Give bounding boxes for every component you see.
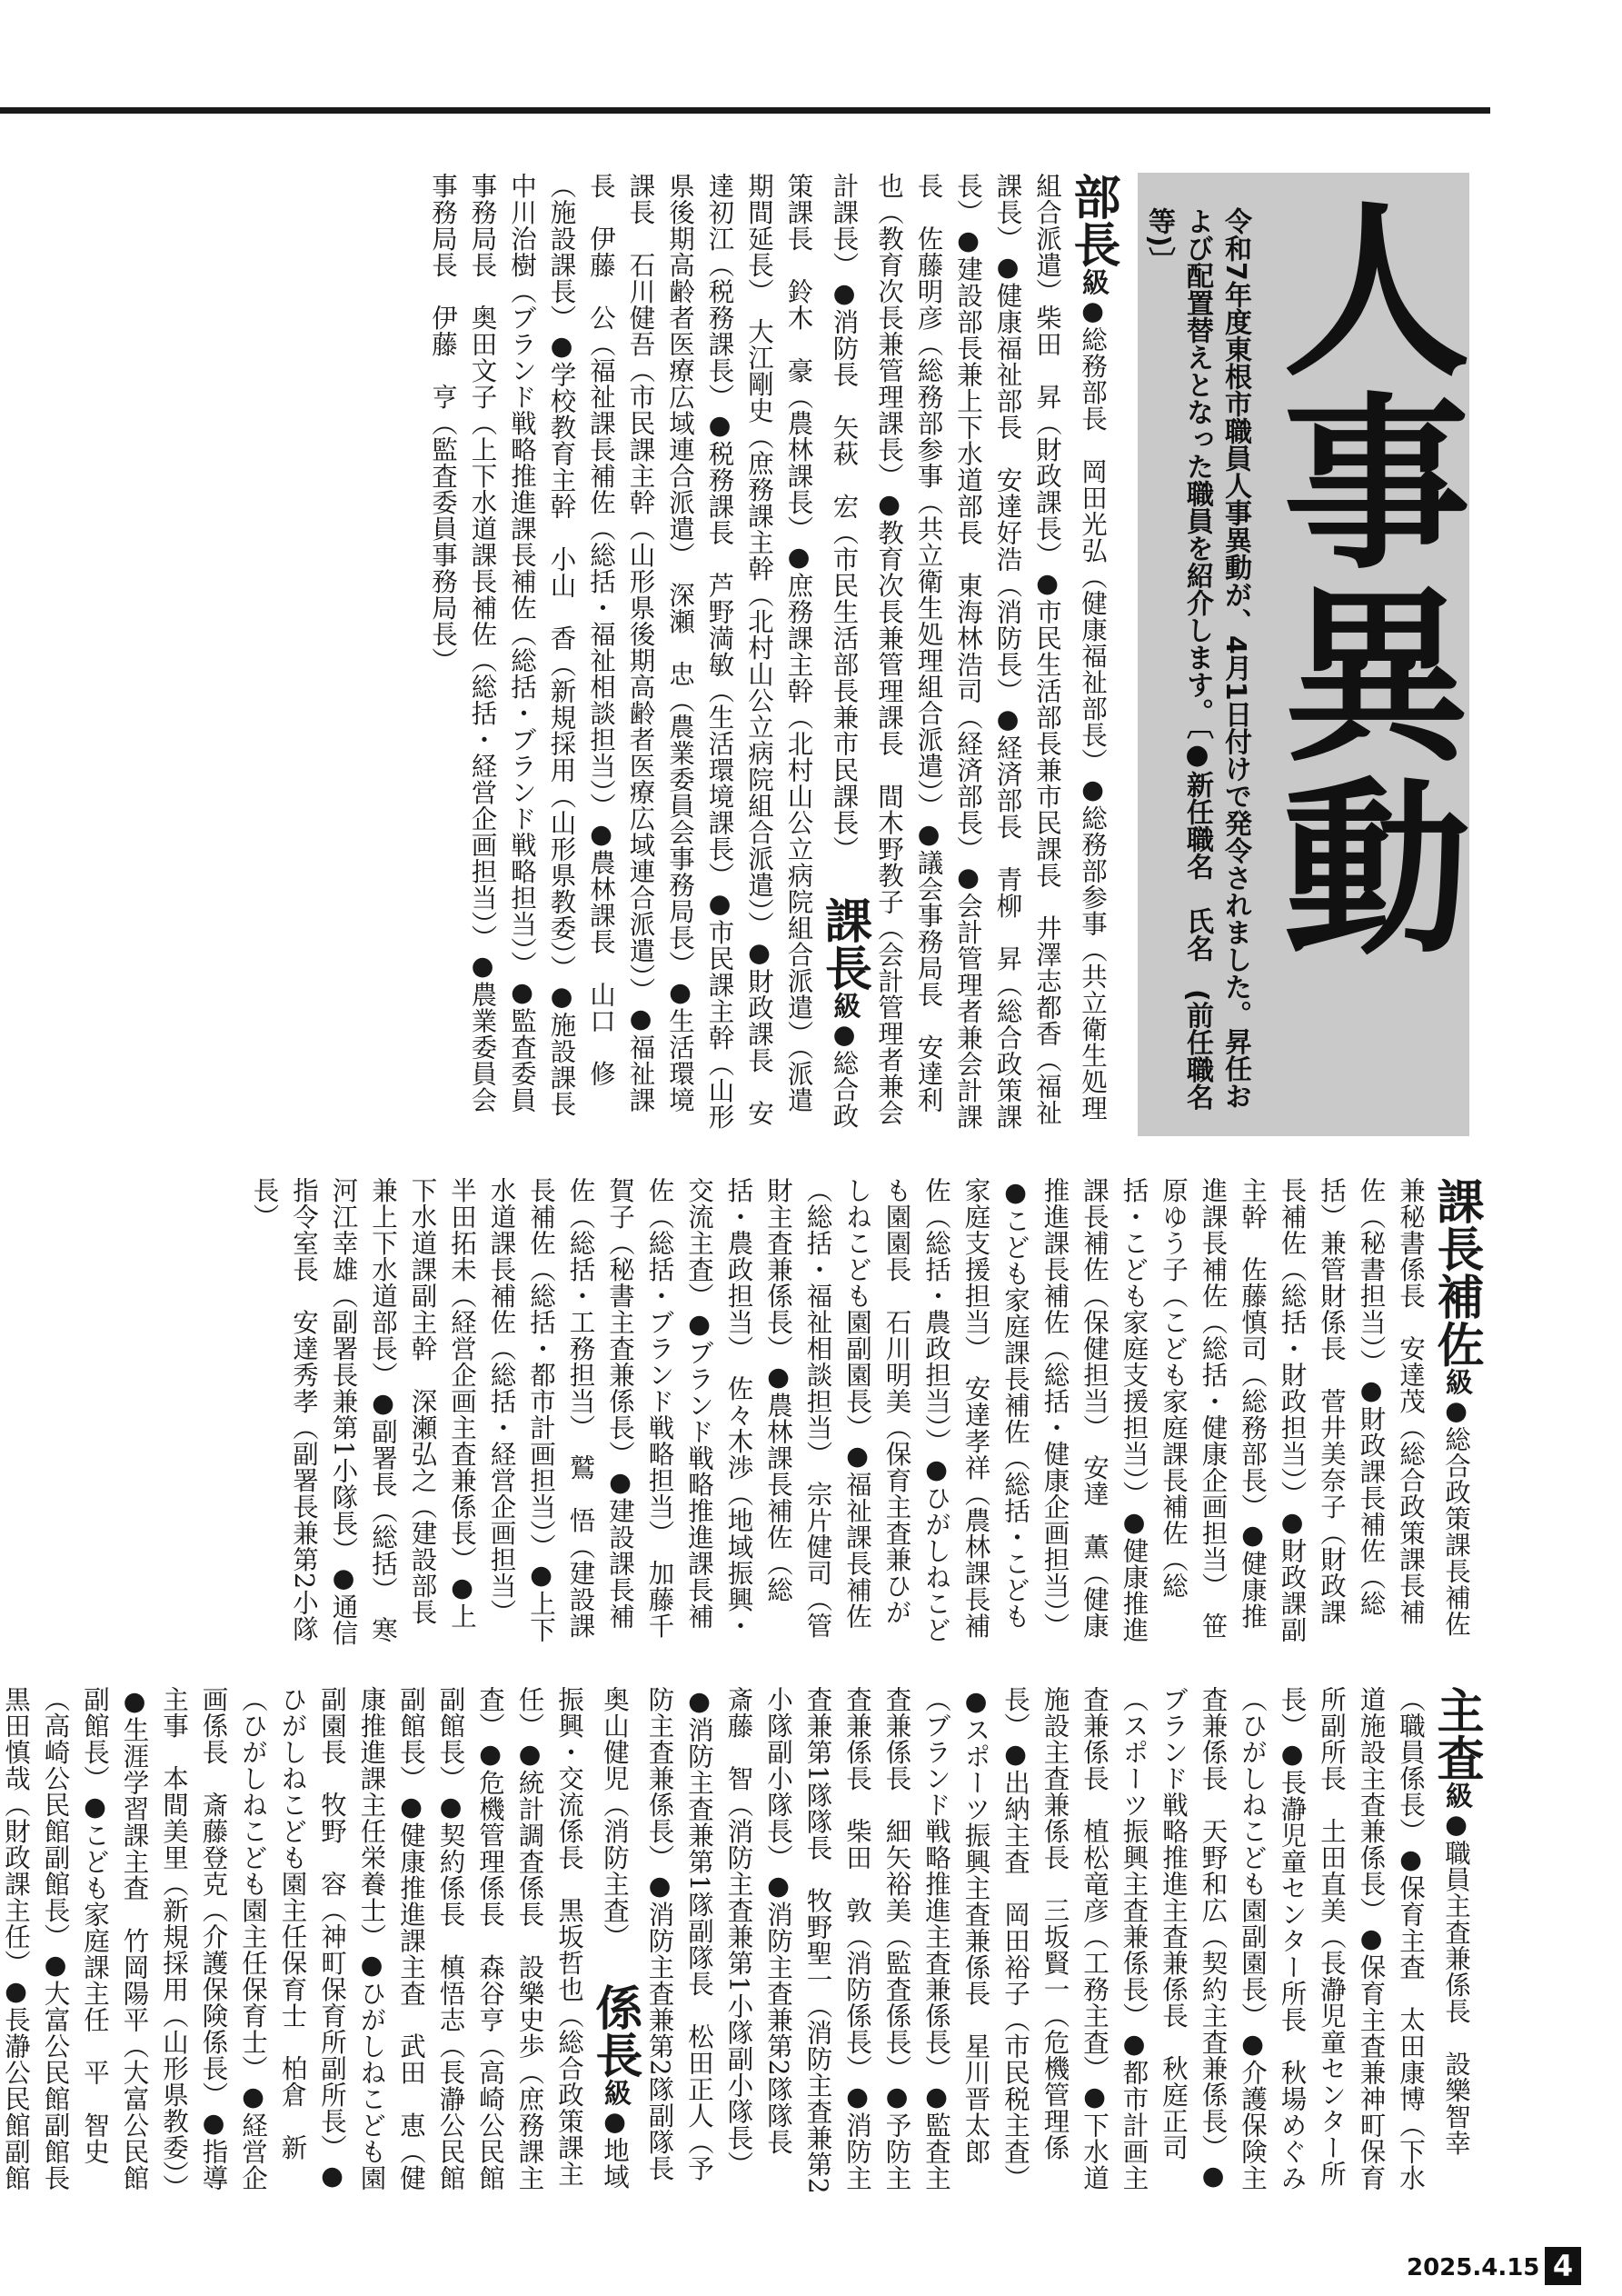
section-kacho <box>428 173 871 1143</box>
section-heading: 主査級 <box>1428 1686 1483 1810</box>
section-kachohosa <box>249 1177 1483 1647</box>
upper-block <box>154 173 1119 1143</box>
lower-block <box>1 1686 1483 2209</box>
middle-block <box>154 1177 1481 1650</box>
section-heading: 課長補佐級 <box>1428 1177 1483 1396</box>
section-body: ●総合政策課長 鈴木 豪（農林課長）●庶務課主幹（北村山公立病院組合派遣）（派遣期間延長） 大江剛史（庶務課主幹（北村山公立病院組合派遣））●財政課長 安達初江（税務課長）●税務課長 芦野満敏（生活環境課長）●市民課主幹（山形県後期高齢者医療広域連合派遣） 深瀬 忠（農業委員会事務局長）●生活環境課長 石川健吾（市民課主幹（山形県後期高齢者医療広域連合派遣））●福祉課長 伊藤 公（福祉課長補佐（総括・福祉相談担当））●農林課長 山口 修（施設課長）●学校教育主幹 小山 香（新規採用（山形県教委））●施設課長 中川治樹（ブランド戦略推進課長補佐（総括・ブランド戦略担当））●監査委員事務局長 奥田文子（上下水道課長補佐（総括・経営企画担当））●農業委員会事務局長 伊藤 亨（監査委員事務局長） <box>428 173 860 1143</box>
lead-text: 令和7年度東根市職員人事異動が、4月1日付けで発令されました。昇任および配置替えとなった職員を紹介します。〔●新任職名 氏名 (前任職名等)〕 <box>1143 207 1251 1111</box>
section-kakaricho <box>0 1686 642 2218</box>
page-title: 人事異動 <box>1251 193 1469 963</box>
section-heading: 部長級 <box>1065 173 1119 296</box>
section-body: ●総務部長 岡田光弘（健康福祉部長）●総務部参事（共立衛生処理組合派遣）柴田 昇（財政課長）●市民生活部長兼市民課長 井澤志都香（福祉課長）●健康福祉部長 安達好浩（消防長）●経済部長 青柳 昇（総合政策課長）●建設部長兼上下水道部長 東海林浩司（経済部長）●会計管理者兼会計課長 佐藤明彦（総務部参事（共立衛生処理組合派遣））●議会事務局長 安達利也（教育次長兼管理課長）●教育次長兼管理課長 間木野教子（会計管理者兼会計課長）●消防長 矢萩 宏（市民生活部長兼市民課長） <box>829 173 1108 1130</box>
section-body: ●総合政策課長補佐兼秘書係長 安達茂（総合政策課長補佐（秘書担当））●財政課長補佐（総括）兼管財係長 菅井美奈子（財政課長補佐（総括・財政担当））●財政課副主幹 佐藤慎司（総務部長）●健康推進課長補佐（総括・健康企画担当） 笹原ゆう子（こども家庭課長補佐（総括・こども家庭支援担当））●健康推進課長補佐（保健担当） 安達 薫（健康推進課長補佐（総括・健康企画担当））●こども家庭課長補佐（総括・こども家庭支援担当） 安達孝祥（農林課長補佐（総括・農政担当））●ひがしねこども園園長 石川明美（保育主査兼ひがしねこども園副園長）●福祉課長補佐（総括・福祉相談担当） 宗片健司（管財主査兼係長）●農林課長補佐（総括・農政担当） 佐々木渉（地域振興・交流主査）●ブランド戦略推進課長補佐（総括・ブランド戦略担当） 加藤千賀子（秘書主査兼係長）●建設課長補佐（総括・工務担当） 鷲 悟（建設課長補佐（総括・都市計画担当））●上下水道課長補佐（総括・経営企画担当） 半田拓未（経営企画主査兼係長）●上下水道課副主幹 深瀬弘之（建設部長兼上下水道部長）●副署長（総括） 寒河江幸雄（副署長兼第1小隊長）●通信指令室長 安達秀孝（副署長兼第2小隊長） <box>249 1177 1471 1647</box>
section-body: ●職員主査兼係長 設樂智幸（職員係長）●保育主査 太田康博（下水道施設主査兼係長）●保育主査兼神町保育所副所長 土田直美（長瀞児童センター所長）●長瀞児童センター所長 秋場めぐみ（ひがしねこども園副園長）●介護保険主査兼係長 天野和広（契約主査兼係長）●ブランド戦略推進主査兼係長 秋庭正司（スポーツ振興主査兼係長）●都市計画主査兼係長 植松竜彦（工務主査）●下水道施設主査兼係長 三坂賢一（危機管理係長）●出納主査 岡田裕子（市民税主査）●スポーツ振興主査兼係長 星川晋太郎（ブランド戦略推進主査兼係長）●監査主査兼係長 細矢裕美（監査係長）●予防主査兼係長 柴田 敦（消防係長）●消防主査兼第1隊隊長 牧野聖一（消防主査兼第2小隊副小隊長）●消防主査兼第2隊隊長 斎藤 智（消防主査兼第1小隊副小隊長）●消防主査兼第1隊副隊長 松田正人（予防主査兼係長）●消防主査兼第2隊副隊長 奥山健児（消防主査） <box>600 1686 1471 2209</box>
page-number: 4 <box>1545 2247 1581 2285</box>
section-heading: 係長級 <box>587 1983 642 2107</box>
section-heading: 課長級 <box>816 895 871 1020</box>
issue-date: 2025.4.15 <box>1407 2254 1540 2281</box>
section-body: ●地域振興・交流係長 黒坂哲也（総合政策課主任）●統計調査係長 設樂史歩（庶務課主査）●危機管理係長 森谷亨（高崎公民館副館長）●契約係長 槙悟志（長瀞公民館副館長）●健康推進課主査 武田 恵（健康推進課主任栄養士）●ひがしねこども園副園長 牧野 容（神町保育所副所長）●ひがしねこども園主任保育士 柏倉 新（ひがしねこども園主任保育士）●経営企画係長 斎藤登克（介護保険係長）●指導主事 本間美里（新規採用（山形県教委））●生涯学習課主査 竹岡陽平（大富公民館副館長）●こども家庭課主任 平 智史（高崎公民館副館長）●大富公民館副館長 黒田慎哉（財政課主任）●長瀞公民館副館 <box>1 1686 630 2191</box>
top-rule <box>0 107 1490 114</box>
section-shusa <box>600 1686 1483 2209</box>
